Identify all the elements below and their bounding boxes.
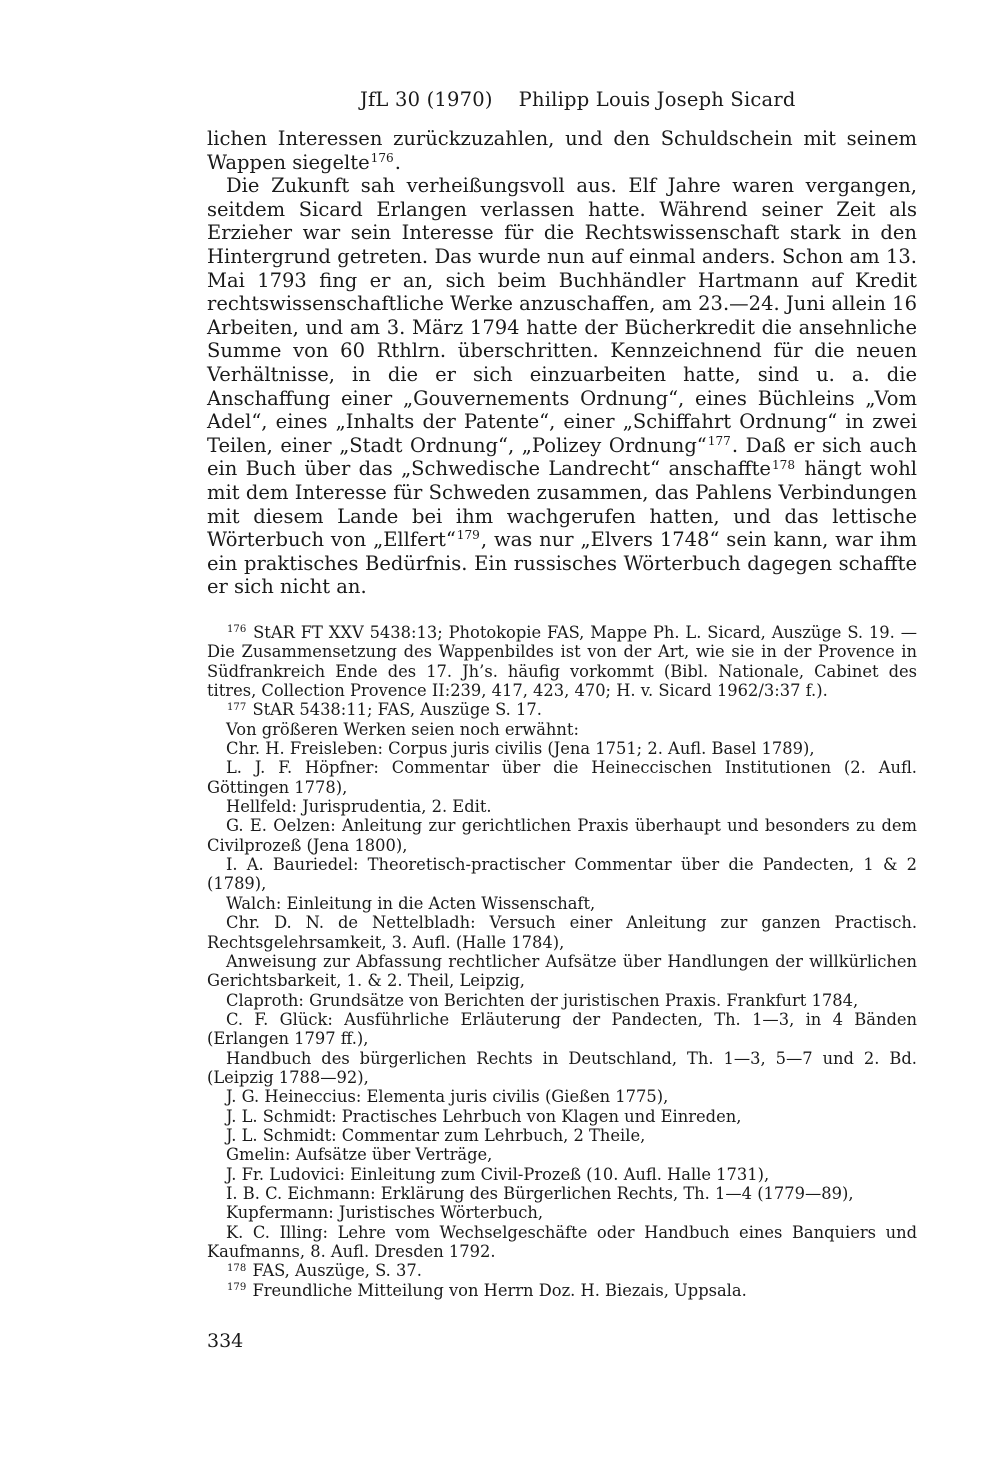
- book-list-item: J. Fr. Ludovici: Einleitung zum Civil-Prozeß (10. Aufl. Halle 1731),: [226, 1164, 770, 1184]
- footnote-ref: 177: [707, 434, 731, 449]
- book-list-item: Chr. H. Freisleben: Corpus juris civilis (Jena 1751; 2. Aufl. Basel 1789),: [226, 739, 815, 759]
- book-list-intro: Von größeren Werken seien noch erwähnt:: [226, 719, 579, 739]
- book-list-item: Chr. D. N. de Nettelbladh: Versuch einer Anleitung zur ganzen Practisch. Rechtsgelehrsamkeit, 3. Aufl. (Halle 1784),: [207, 913, 917, 952]
- running-header: [360, 88, 796, 111]
- book-list-item: Gmelin: Aufsätze über Verträge,: [226, 1145, 493, 1165]
- book-list-item: I. B. C. Eichmann: Erklärung des Bürgerlichen Rechts, Th. 1—4 (1779—89),: [226, 1183, 854, 1203]
- book-list-item: I. A. Bauriedel: Theoretisch-practischer Commentar über die Pandecten, 1 & 2 (1789),: [207, 855, 917, 894]
- footnote-number: 178: [227, 1262, 247, 1274]
- body-paragraph: Die Zukunft sah verheißungsvoll aus. Elf Jahre waren vergangen, seitdem Sicard Erlangen verlassen hatte. Während seiner Zeit als Erzieher war sein Interesse für die Rechtswissenschaft stark in den Hintergrund getreten. Das wurde nun auf einmal anders. Schon am 13. Mai 1793 fing er an, sich beim Buchhändler Hartmann auf Kredit rechtswissenschaftliche Werke anzuschaffen, am 23.—24. Juni allein 16 Arbeiten, und am 3. März 1794 hatte der Bücherkredit die ansehnliche Summe von 60 Rthlrn. überschritten. Kennzeichnend für die neuen Verhältnisse, in die er sich einzuarbeiten hatte, sind u. a. die Anschaffung einer „Gouvernements Ordnung“, eines Büchleins „Vom Adel“, eines „Inhalts der Patente“, einer „Schiffahrt Ordnung“ in zwei Teilen, einer „Stadt Ordnung“, „Polizey Ordnung“$^{177}$. Daß er sich auch ein Buch über das „Schwedische Landrecht“ anschaffte$^{178}$ hängt wohl mit dem Interesse für Schweden zusammen, das Pahlens Verbindungen mit diesem Lande bei ihm wachgerufen hatten, und das lettische Wörterbuch von „Ellfert“$^{179}$, was nur „Elvers 1748“ sein kann, war ihm ein praktisches Bedürfnis. Ein russisches Wörterbuch dagegen schaffte er sich nicht an.: [207, 174, 918, 599]
- book-list-item: C. F. Glück: Ausführliche Erläuterung der Pandecten, Th. 1—3, in 4 Bänden (Erlangen 1797 ff.),: [207, 1009, 917, 1049]
- book-list-item: L. J. F. Höpfner: Commentar über die Heineccischen Institutionen (2. Aufl. Göttingen 1778),: [207, 758, 917, 797]
- footnote-number: 177: [227, 701, 247, 713]
- footnote: $^{176}$ StAR FT XXV 5438:13; Photokopie FAS, Mappe Ph. L. Sicard, Auszüge S. 19. — Die Zusammensetzung des Wappenbildes ist von der Art, wie sie in der Provence in Südfrankreich Ende des 17. Jh’s. häufig vorkommt (Bibl. Nationale, Cabinet des titres, Collection Provence II:239, 417, 423, 470; H. v. Sicard 1962/3:37 f.).: [207, 623, 917, 701]
- book-list-item: K. C. Illing: Lehre vom Wechselgeschäfte oder Handbuch eines Banquiers und Kaufmanns, 8. Aufl. Dresden 1792.: [207, 1222, 917, 1261]
- body-paragraph: lichen Interessen zurückzuzahlen, und den Schuldschein mit seinem Wappen siegelte$^{176}$.: [207, 127, 917, 174]
- page-number: 334: [207, 1330, 244, 1352]
- journal-reference: JfL 30 (1970): [360, 88, 493, 111]
- footnote-ref: 178: [771, 457, 796, 472]
- footnote-number: 176: [227, 624, 247, 636]
- footnotes: [207, 623, 917, 1300]
- book-list-item: Claproth: Grundsätze von Berichten der juristischen Praxis. Frankfurt 1784,: [226, 990, 859, 1010]
- footnote-number: 179: [227, 1282, 247, 1294]
- book-list-item: G. E. Oelzen: Anleitung zur gerichtlichen Praxis überhaupt und besonders zu dem Civilprozeß (Jena 1800),: [207, 816, 917, 855]
- book-list-item: J. L. Schmidt: Commentar zum Lehrbuch, 2 Theile,: [226, 1125, 646, 1145]
- book-list-item: J. G. Heineccius: Elementa juris civilis (Gießen 1775),: [226, 1087, 669, 1107]
- footnote-ref: 176: [370, 150, 394, 165]
- book-list-item: J. L. Schmidt: Practisches Lehrbuch von Klagen und Einreden,: [226, 1106, 742, 1126]
- book-list-item: Walch: Einleitung in die Acten Wissenschaft,: [226, 893, 596, 913]
- main-text: [207, 127, 917, 599]
- footnote: $^{179}$ Freundliche Mitteilung von Herrn Doz. H. Biezais, Uppsala.: [227, 1280, 747, 1300]
- book-list-item: Hellfeld: Jurisprudentia, 2. Edit.: [226, 797, 492, 817]
- book-list-item: Kupfermann: Juristisches Wörterbuch,: [226, 1203, 544, 1223]
- book-list-item: Anweisung zur Abfassung rechtlicher Aufsätze über Handlungen der willkürlichen Gerichtsbarkeit, 1. & 2. Theil, Leipzig,: [207, 951, 917, 991]
- footnote: $^{178}$ FAS, Auszüge, S. 37.: [227, 1261, 422, 1281]
- footnote-ref: 179: [456, 528, 480, 543]
- running-title: Philipp Louis Joseph Sicard: [518, 88, 796, 111]
- footnote: $^{177}$ StAR 5438:11; FAS, Auszüge S. 17.: [227, 700, 542, 720]
- book-list-item: Handbuch des bürgerlichen Rechts in Deutschland, Th. 1—3, 5—7 und 2. Bd. (Leipzig 1788—92),: [207, 1048, 917, 1087]
